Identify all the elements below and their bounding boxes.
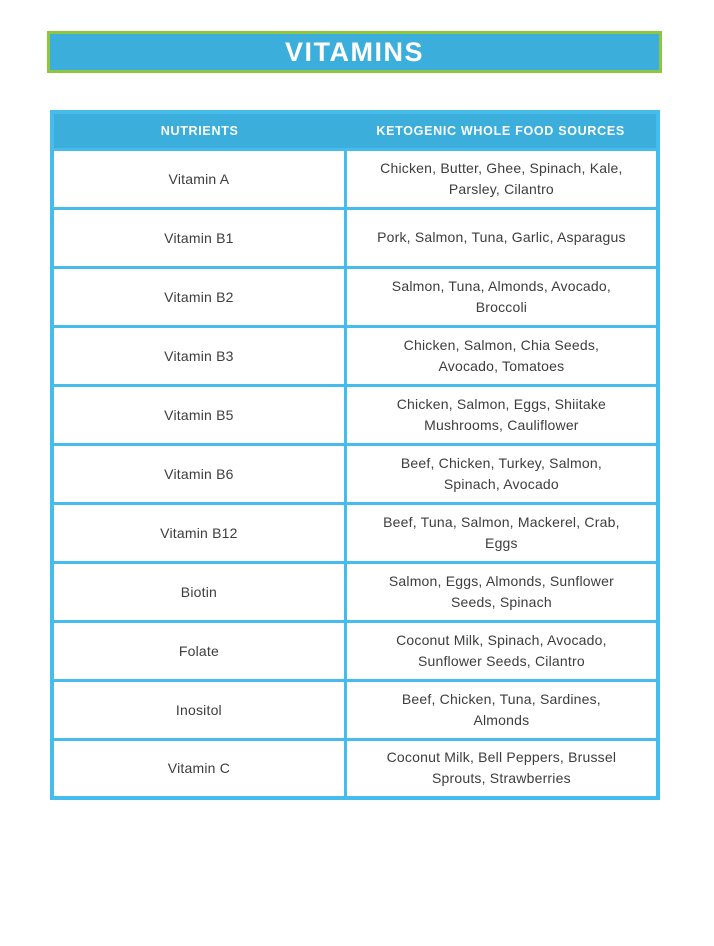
table-row	[52, 444, 658, 503]
sources-cell: Coconut Milk, Bell Peppers, Brussel Sprouts, Strawberries	[345, 739, 658, 798]
vitamins-table	[50, 110, 660, 800]
nutrient-cell: Vitamin C	[52, 739, 345, 798]
nutrient-cell: Inositol	[52, 680, 345, 739]
nutrient-cell: Vitamin B6	[52, 444, 345, 503]
nutrient-cell: Vitamin B1	[52, 208, 345, 267]
table-row	[52, 149, 658, 208]
nutrient-cell: Vitamin A	[52, 149, 345, 208]
nutrient-cell: Folate	[52, 621, 345, 680]
sources-cell: Beef, Chicken, Turkey, Salmon, Spinach, Avocado	[345, 444, 658, 503]
nutrient-cell: Vitamin B2	[52, 267, 345, 326]
table-row	[52, 267, 658, 326]
table-row	[52, 503, 658, 562]
nutrient-cell: Vitamin B3	[52, 326, 345, 385]
title-banner	[47, 31, 662, 73]
table-row	[52, 326, 658, 385]
sources-cell: Salmon, Tuna, Almonds, Avocado, Broccoli	[345, 267, 658, 326]
sources-cell: Chicken, Salmon, Eggs, Shiitake Mushrooms, Cauliflower	[345, 385, 658, 444]
header-row	[52, 112, 658, 149]
table-row	[52, 680, 658, 739]
sources-cell: Pork, Salmon, Tuna, Garlic, Asparagus	[345, 208, 658, 267]
sources-cell: Chicken, Salmon, Chia Seeds, Avocado, Tomatoes	[345, 326, 658, 385]
table-body	[52, 149, 658, 798]
table-row	[52, 208, 658, 267]
sources-cell: Salmon, Eggs, Almonds, Sunflower Seeds, Spinach	[345, 562, 658, 621]
table-row	[52, 621, 658, 680]
table-row	[52, 385, 658, 444]
nutrient-cell: Vitamin B5	[52, 385, 345, 444]
sources-cell: Coconut Milk, Spinach, Avocado, Sunflower Seeds, Cilantro	[345, 621, 658, 680]
sources-cell: Beef, Tuna, Salmon, Mackerel, Crab, Eggs	[345, 503, 658, 562]
table-row	[52, 562, 658, 621]
table-header	[52, 112, 658, 149]
column-header-sources: KETOGENIC WHOLE FOOD SOURCES	[345, 112, 658, 149]
nutrient-cell: Vitamin B12	[52, 503, 345, 562]
vitamins-table-container	[50, 110, 660, 800]
sources-cell: Beef, Chicken, Tuna, Sardines, Almonds	[345, 680, 658, 739]
column-header-nutrients: NUTRIENTS	[52, 112, 345, 149]
sources-cell: Chicken, Butter, Ghee, Spinach, Kale, Parsley, Cilantro	[345, 149, 658, 208]
page-title: VITAMINS	[285, 36, 424, 67]
nutrient-cell: Biotin	[52, 562, 345, 621]
table-row	[52, 739, 658, 798]
